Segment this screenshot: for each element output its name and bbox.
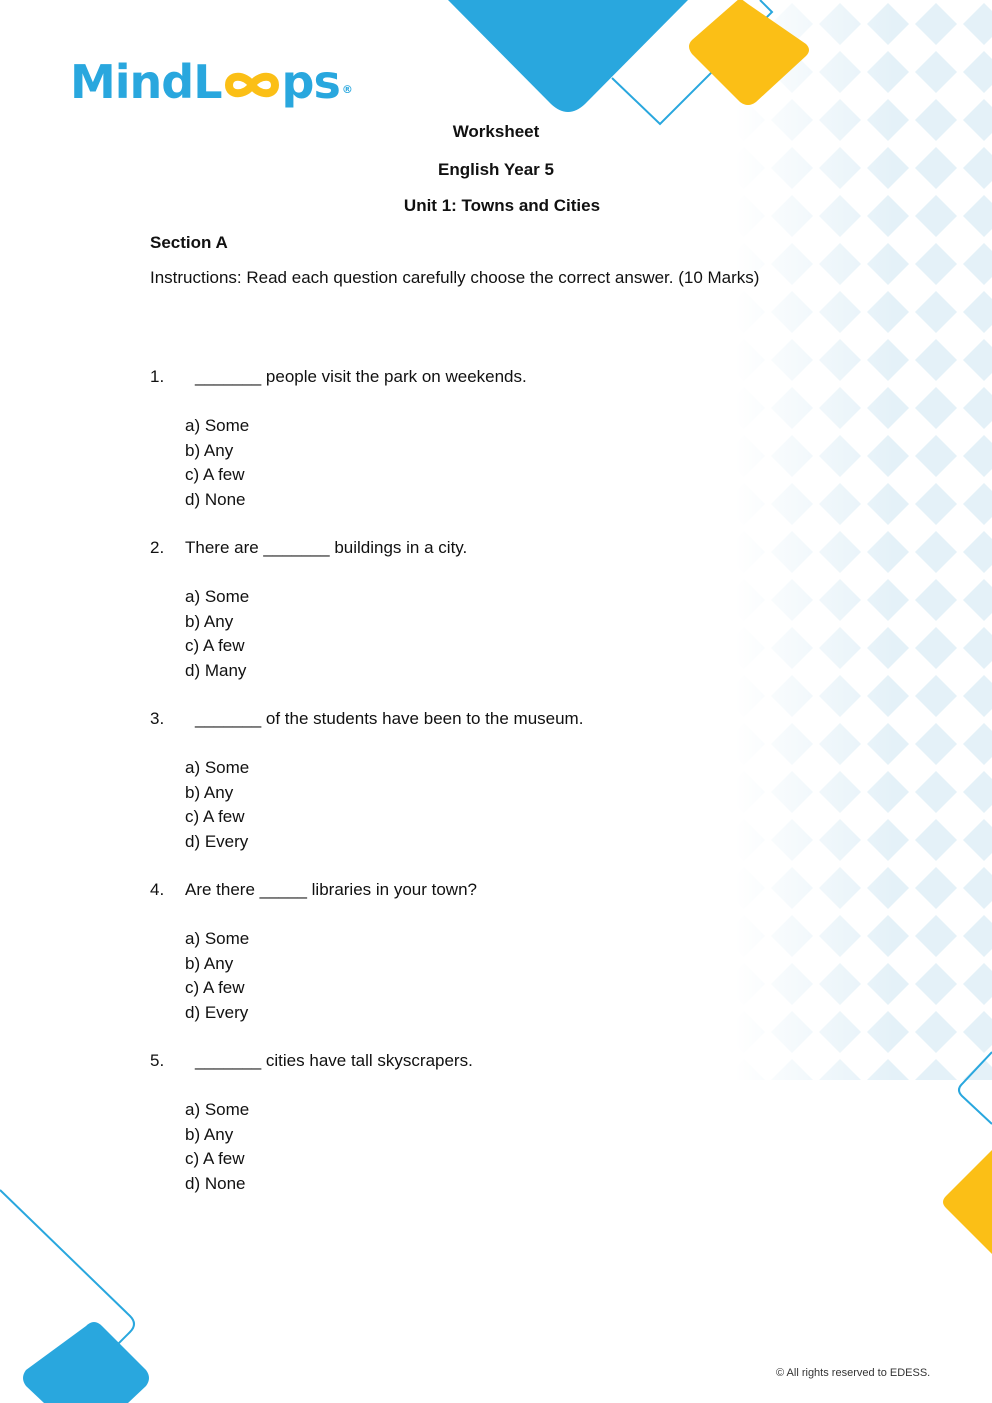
option-c: c) A few <box>185 636 245 655</box>
option-a: a) Some <box>185 1100 250 1119</box>
logo-text-right: ps <box>281 55 340 109</box>
blue-triangle-shape <box>448 0 688 112</box>
copyright-footer: © All rights reserved to EDESS. <box>776 1367 931 1379</box>
option-b: b) Any <box>185 782 234 802</box>
registered-mark: ® <box>341 83 352 96</box>
mindloops-logo <box>70 52 352 112</box>
option-c: c) A few <box>185 465 245 484</box>
option-a: a) Some <box>185 758 250 777</box>
question-text: There are _______ buildings in a city. <box>185 538 468 557</box>
option-d: d) Every <box>185 831 249 851</box>
worksheet-title: Worksheet <box>452 122 540 141</box>
question-text: _______ of the students have been to the museum. <box>195 709 584 728</box>
option-a: a) Some <box>185 929 250 948</box>
infinity-loop-icon <box>223 56 281 90</box>
question-number: 2. <box>150 538 165 557</box>
logo-text-left: MindL <box>70 55 222 109</box>
answer-options <box>185 927 249 1025</box>
instructions-text: Instructions: Read each question carefully choose the correct answer. (10 Marks) <box>150 268 760 287</box>
question-text: _______ people visit the park on weekends. <box>195 367 527 386</box>
option-d: d) None <box>185 1173 246 1193</box>
question-text: _______ cities have tall skyscrapers. <box>195 1051 473 1070</box>
answer-options <box>185 1098 249 1196</box>
option-b: b) Any <box>185 1124 234 1144</box>
question-number: 5. <box>150 1051 165 1070</box>
answer-options <box>185 585 249 683</box>
option-b: b) Any <box>185 611 234 631</box>
option-a: a) Some <box>185 587 250 606</box>
unit-title: Unit 1: Towns and Cities <box>403 196 601 215</box>
option-d: d) None <box>185 489 246 509</box>
option-c: c) A few <box>185 807 245 826</box>
section-heading: Section A <box>150 233 228 252</box>
question-number: 4. <box>150 880 165 899</box>
option-d: d) Every <box>185 1002 249 1022</box>
question-text: Are there _____ libraries in your town? <box>185 880 477 899</box>
option-c: c) A few <box>185 978 245 997</box>
bottom-blue-diamond-shape <box>23 1322 149 1403</box>
right-yellow-shape <box>943 1150 992 1254</box>
answer-options <box>185 414 249 512</box>
option-a: a) Some <box>185 416 250 435</box>
answer-options <box>185 756 249 854</box>
question-number: 1. <box>150 367 165 386</box>
option-d: d) Many <box>185 660 247 680</box>
option-b: b) Any <box>185 440 234 460</box>
subject-title: English Year 5 <box>438 160 554 179</box>
option-b: b) Any <box>185 953 234 973</box>
bottom-outline-shape <box>0 1190 134 1360</box>
question-number: 3. <box>150 709 165 728</box>
option-c: c) A few <box>185 1149 245 1168</box>
